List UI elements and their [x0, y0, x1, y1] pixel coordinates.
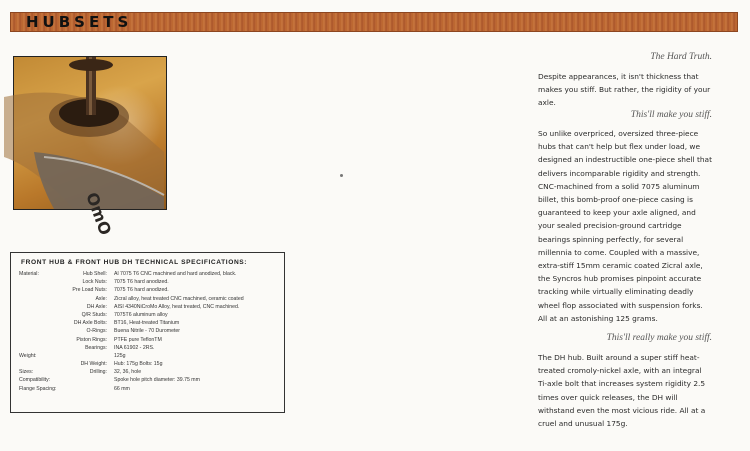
spec-value: 32, 36, hole: [114, 369, 142, 376]
spec-item: Axle:: [95, 295, 107, 302]
spec-row: [19, 352, 281, 360]
spec-row: [19, 385, 281, 393]
paragraph-text: Despite appearances, it isn't thickness that makes you stiff. But rather, the rigidity of your axle.: [538, 72, 711, 108]
engraving-text: OmO: [82, 189, 116, 238]
spec-row: [19, 303, 281, 311]
section-title: HUBSETS: [26, 13, 133, 31]
spec-item: Bearings:: [85, 344, 107, 351]
spec-value: INA 61902 - 2RS.: [114, 344, 155, 351]
spec-value: AISI 4340NiCroMo Alloy, heat treated, CNC machined.: [114, 303, 240, 310]
spec-item: DH Axle Bolts:: [73, 320, 107, 327]
spec-value: 7075 T6 hard anodized.: [114, 287, 169, 294]
spec-title: FRONT HUB & FRONT HUB DH TECHNICAL SPECIFICATIONS:: [21, 259, 248, 266]
spec-value: 7075 T6 hard anodized.: [114, 279, 169, 286]
spec-category: Flange Spacing:: [19, 385, 57, 392]
spec-value: Al 7075 T6 CNC machined and hard anodized, black.: [114, 271, 237, 277]
section-banner: [10, 12, 738, 32]
spec-value: Zicral alloy, heat treated CNC machined, ceramic coated: [114, 295, 244, 302]
spec-value: 66 mm: [114, 385, 130, 392]
spec-value: BT16, Heat-treated Titanium: [114, 320, 180, 327]
spec-item: Hub Shell:: [83, 271, 107, 277]
spec-item: O-Rings:: [86, 328, 107, 335]
spec-row: [19, 336, 281, 344]
spec-value: Hub: 175g Bolts: 15g: [114, 361, 163, 368]
spec-item: Q/R Studs:: [81, 311, 107, 318]
center-dot: [340, 174, 343, 177]
spec-item: Drilling:: [89, 369, 107, 376]
hub-closeup-image: [14, 57, 166, 238]
spec-row: [19, 286, 281, 294]
spec-value: Buena Nitrile - 70 Durometer: [114, 328, 181, 335]
technical-specifications-box: [10, 252, 285, 413]
heading-stiff: This'll make you stiff.: [630, 110, 712, 120]
spec-item: Pre Load Nuts:: [72, 287, 107, 294]
spec-value: PTFE pure TeflonTM: [114, 336, 162, 343]
spec-value: Spoke hole pitch diameter: 39.75 mm: [114, 377, 200, 384]
paragraph-front-hub: [538, 127, 712, 325]
spec-item: Piston Rings:: [76, 336, 107, 343]
spec-value: 7075T6 aluminum alloy: [114, 311, 168, 318]
heading-really-stiff: This'll really make you stiff.: [606, 333, 712, 343]
spec-row: [19, 360, 281, 368]
spec-category: Weight:: [19, 352, 37, 359]
spec-row: [19, 319, 281, 327]
spec-row: [19, 376, 281, 384]
spec-table: [19, 270, 281, 393]
spec-row: [19, 278, 281, 286]
heading-hard-truth: The Hard Truth.: [650, 52, 712, 62]
spec-item: DH Weight:: [80, 361, 107, 368]
spec-row: [19, 311, 281, 319]
spec-row: [19, 327, 281, 335]
spec-category: Sizes:: [19, 369, 34, 376]
paragraph-dh-hub: [538, 351, 712, 430]
spec-category: Compatibility:: [19, 377, 51, 384]
spec-item: Lock Nuts:: [82, 279, 107, 286]
spec-row: [19, 368, 281, 376]
spec-row: [19, 344, 281, 352]
spec-item: DH Axle:: [86, 303, 107, 310]
spec-category: Material:: [19, 271, 39, 277]
spec-value: 125g: [114, 352, 126, 359]
spec-row: [19, 295, 281, 303]
product-photo: [13, 56, 167, 238]
paragraph-intro: [538, 70, 712, 110]
spec-row: [19, 270, 281, 278]
paragraph-text: So unlike overpriced, oversized three-piece hubs that can't help but flex under load, we designed an indestructible one-piece shell that delivers incomparable rigidity and strength. CNC-machined from a solid 7075 aluminum billet, this bomb-proof one-piece casing is guaranteed to keep your axle aligned, and your sealed precision-ground cartridge bearings spinning perfectly, for several millennia to come. Coupled with a massive, extra-stiff 15mm ceramic coated Zicral axle, the Syncros hub promises pinpoint accurate tracking while virtually eliminating deadly wheel flop associated with suspension forks. All at an astonishing 125 grams.: [538, 129, 712, 323]
paragraph-text: The DH hub. Built around a super stiff heat-treated cromoly-nickel axle, with an integral Ti-axle bolt that increases system rigidity 2.5 times over quick releases, the DH will withstand even the most vicious ride. All at a cruel and unusual 175g.: [538, 353, 706, 429]
